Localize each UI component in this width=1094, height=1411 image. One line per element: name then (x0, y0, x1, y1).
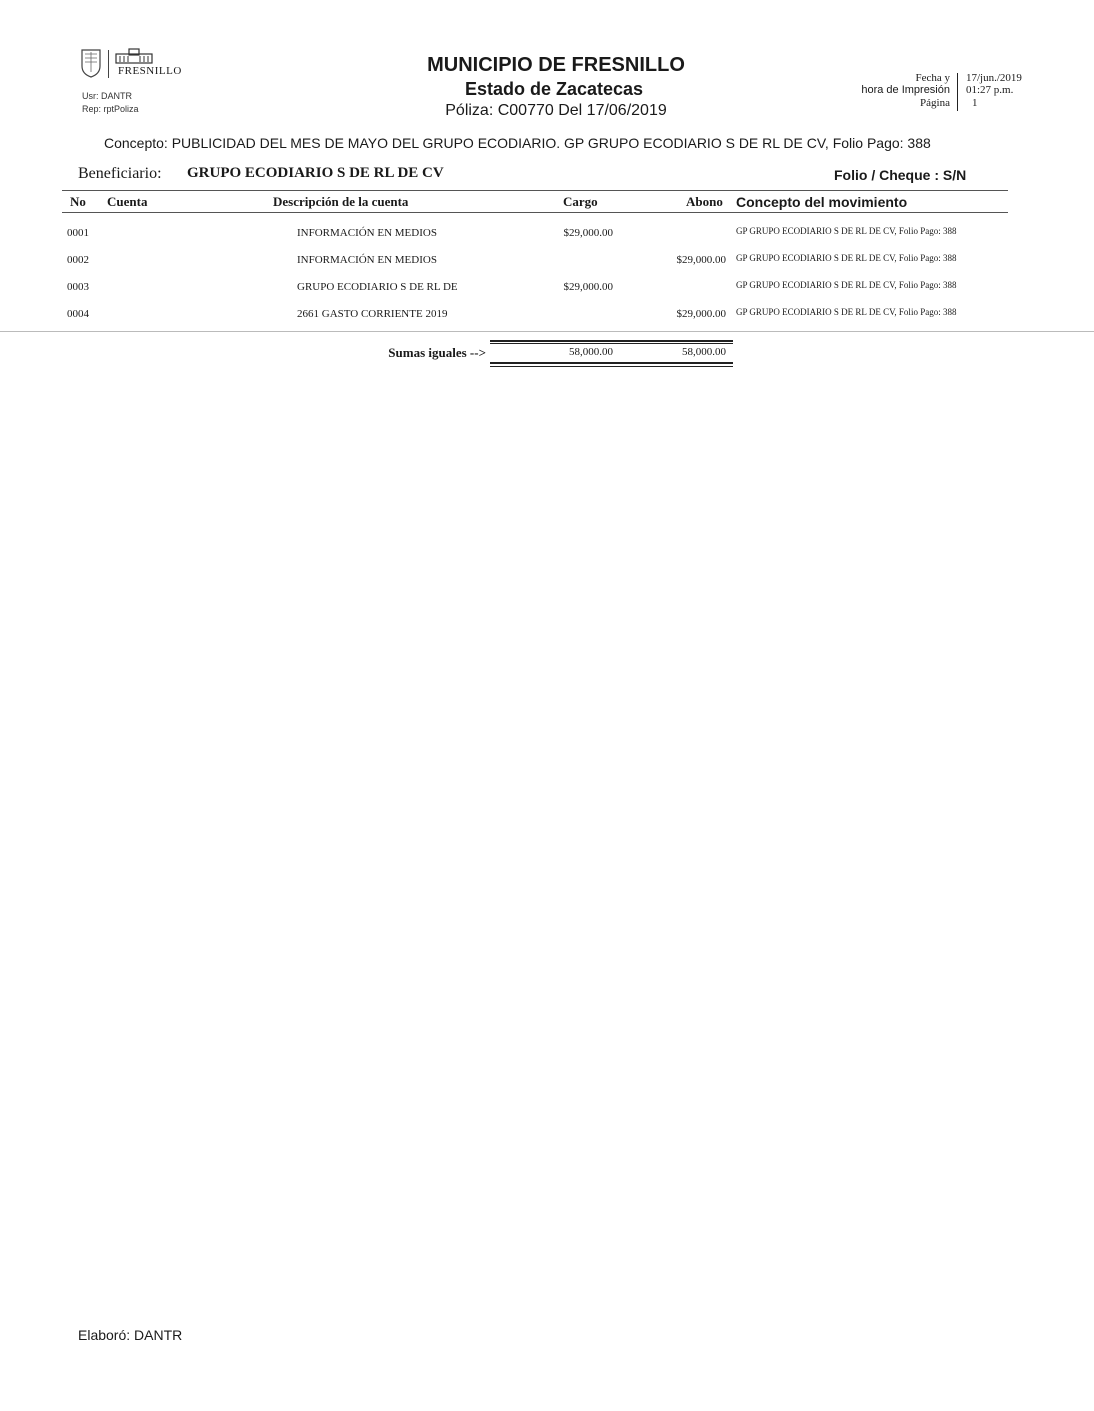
sum-cargo: 58,000.00 (569, 346, 613, 358)
table-row (0, 227, 1094, 254)
row-concepto: GP GRUPO ECODIARIO S DE RL DE CV, Folio Pago: 388 (736, 307, 957, 317)
row-concepto: GP GRUPO ECODIARIO S DE RL DE CV, Folio Pago: 388 (736, 280, 957, 290)
page-subtitle: Estado de Zacatecas (464, 79, 644, 99)
poliza-line: Póliza: C00770 Del 17/06/2019 (445, 102, 667, 119)
row-cargo: $29,000.00 (563, 227, 613, 239)
info-divider (957, 73, 958, 111)
column-header-cargo: Cargo (563, 194, 598, 209)
user-label: Usr: DANTR (82, 91, 132, 101)
divider (62, 190, 1008, 191)
hora-value: 01:27 p.m. (966, 84, 1014, 96)
logo-text: FRESNILLO (118, 65, 182, 77)
elaboro-label: Elaboró: DANTR (78, 1327, 183, 1343)
row-concepto: GP GRUPO ECODIARIO S DE RL DE CV, Folio Pago: 388 (736, 253, 957, 263)
table-row (0, 281, 1094, 308)
column-header-descripcion: Descripción de la cuenta (273, 194, 409, 209)
sum-abono: 58,000.00 (682, 346, 726, 358)
sumas-label: Sumas iguales --> (388, 345, 486, 360)
fecha-value: 17/jun./2019 (966, 72, 1022, 84)
table-row (0, 254, 1094, 281)
page-title: MUNICIPIO DE FRESNILLO (427, 54, 685, 76)
concepto-line: Concepto: PUBLICIDAD DEL MES DE MAYO DEL GRUPO ECODIARIO. GP GRUPO ECODIARIO S DE RL DE CV, Folio Pago: 388 (104, 135, 931, 151)
sum-rule (490, 340, 733, 342)
column-header-concepto: Concepto del movimiento (736, 194, 908, 210)
folio-cheque: Folio / Cheque : S/N (834, 167, 967, 183)
sum-rule (490, 343, 733, 344)
row-no: 0003 (67, 281, 89, 293)
sum-rule (490, 366, 733, 367)
row-descripcion: GRUPO ECODIARIO S DE RL DE (297, 281, 458, 293)
beneficiario-label: Beneficiario: (78, 165, 162, 182)
row-concepto: GP GRUPO ECODIARIO S DE RL DE CV, Folio Pago: 388 (736, 226, 957, 236)
row-cargo: $29,000.00 (563, 281, 613, 293)
row-no: 0001 (67, 227, 89, 239)
row-descripcion: INFORMACIÓN EN MEDIOS (297, 254, 437, 266)
column-header-cuenta: Cuenta (107, 194, 148, 209)
row-no: 0002 (67, 254, 89, 266)
column-header-abono: Abono (686, 194, 723, 209)
column-header-no: No (70, 194, 86, 209)
row-descripcion: INFORMACIÓN EN MEDIOS (297, 227, 437, 239)
row-descripcion: 2661 GASTO CORRIENTE 2019 (297, 308, 448, 320)
sum-rule (490, 362, 733, 364)
fecha-label: Fecha y (915, 72, 950, 84)
divider (62, 212, 1008, 213)
pagina-value: 1 (972, 97, 978, 109)
hora-label: hora de Impresión (861, 84, 950, 96)
row-no: 0004 (67, 308, 89, 320)
page-rule (0, 331, 1094, 332)
pagina-label: Página (920, 97, 950, 109)
row-abono: $29,000.00 (676, 308, 726, 320)
beneficiario-value: GRUPO ECODIARIO S DE RL DE CV (187, 165, 444, 181)
row-abono: $29,000.00 (676, 254, 726, 266)
report-label: Rep: rptPoliza (82, 104, 139, 114)
